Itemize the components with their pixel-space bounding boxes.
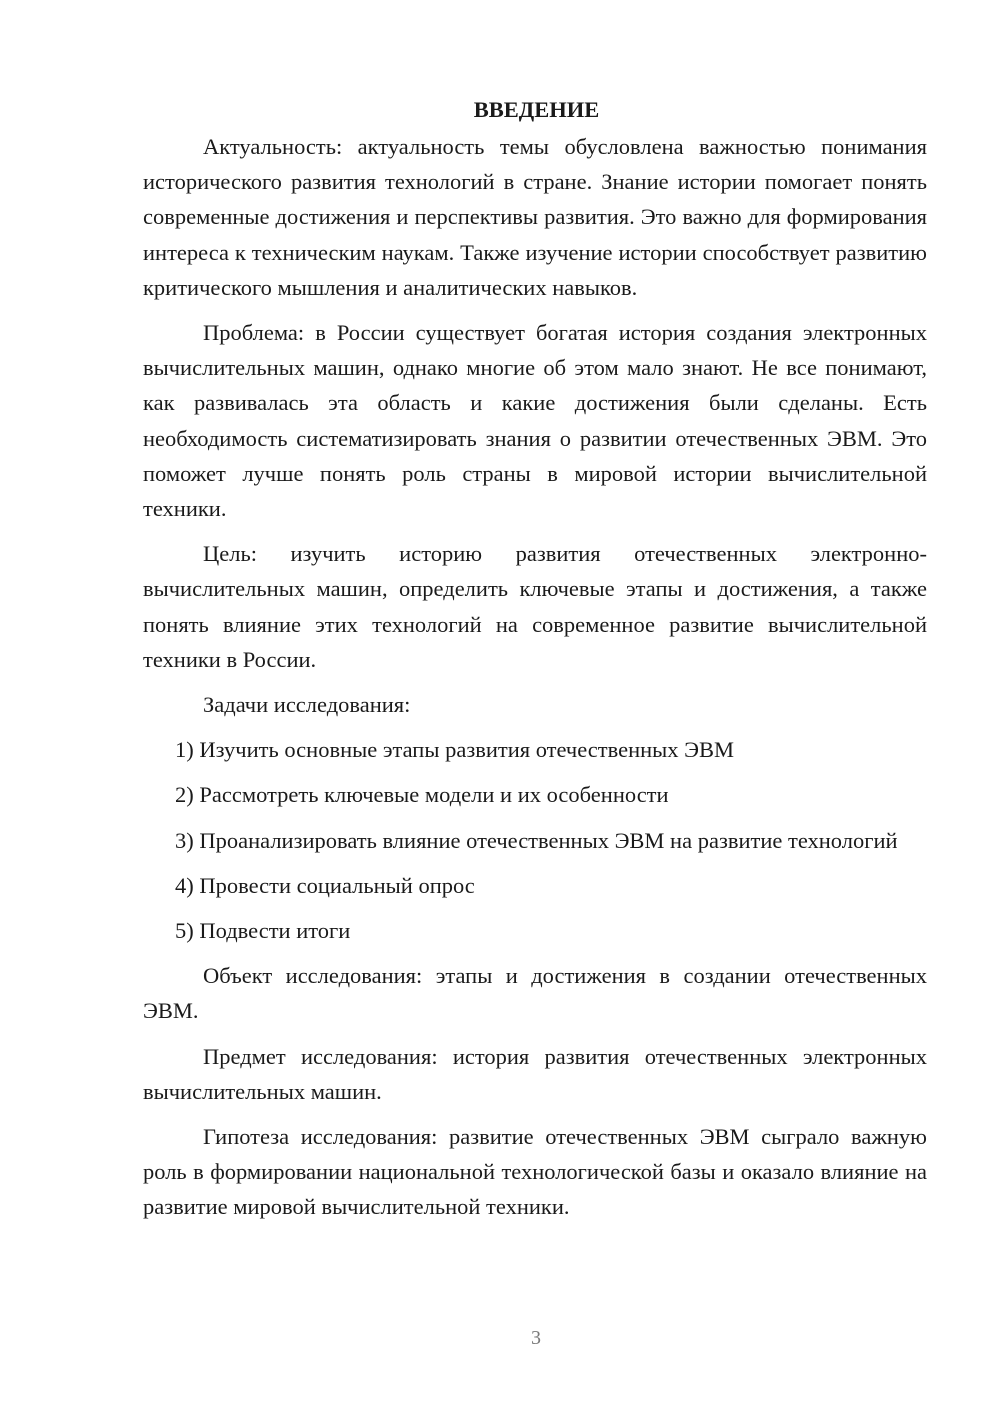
task-item-3: 3) Проанализировать влияние отечественных ЭВМ на развитие технологий: [175, 827, 898, 853]
task-item-1: 1) Изучить основные этапы развития отечественных ЭВМ: [175, 737, 735, 763]
paragraph-actuality: Актуальность: актуальность темы обусловлена важностью понимания исторического развития технологий в стране. Знание истории помогает понять современные достижения и перспективы развития. Это важно для формирования интереса к техническим наукам. Также изучение истории способствует развитию критического мышления и аналитических навыков.: [143, 134, 927, 300]
tasks-list: [143, 732, 927, 948]
paragraph-subject: Предмет исследования: история развития отечественных электронных вычислительных машин.: [143, 1043, 927, 1104]
task-item-4: 4) Провести социальный опрос: [175, 872, 475, 898]
paragraph-hypothesis: Гипотеза исследования: развитие отечественных ЭВМ сыграло важную роль в формировании национальной технологической базы и оказало влияние на развитие мировой вычислительной техники.: [143, 1124, 927, 1220]
tasks-heading: Задачи исследования:: [203, 692, 411, 718]
paragraph-goal: Цель: изучить историю развития отечественных электронно-вычислительных машин, определить ключевые этапы и достижения, а также понять влияние этих технологий на современное развитие вычислительной техники в России.: [143, 541, 927, 672]
section-title: ВВЕДЕНИЕ: [473, 97, 600, 122]
task-item-5: 5) Подвести итоги: [175, 918, 351, 944]
task-item-2: 2) Рассмотреть ключевые модели и их особенности: [175, 782, 669, 808]
page-number: 3: [531, 1327, 541, 1349]
paragraph-object: Объект исследования: этапы и достижения в создании отечественных ЭВМ.: [143, 963, 927, 1024]
document-body: [143, 92, 927, 1225]
paragraph-problem: Проблема: в России существует богатая история создания электронных вычислительных машин, однако многие об этом мало знают. Не все понимают, как развивалась эта область и какие достижения были сделаны. Есть необходимость систематизировать знания о развитии отечественных ЭВМ. Это поможет лучше понять роль страны в мировой истории вычислительной техники.: [143, 320, 927, 522]
